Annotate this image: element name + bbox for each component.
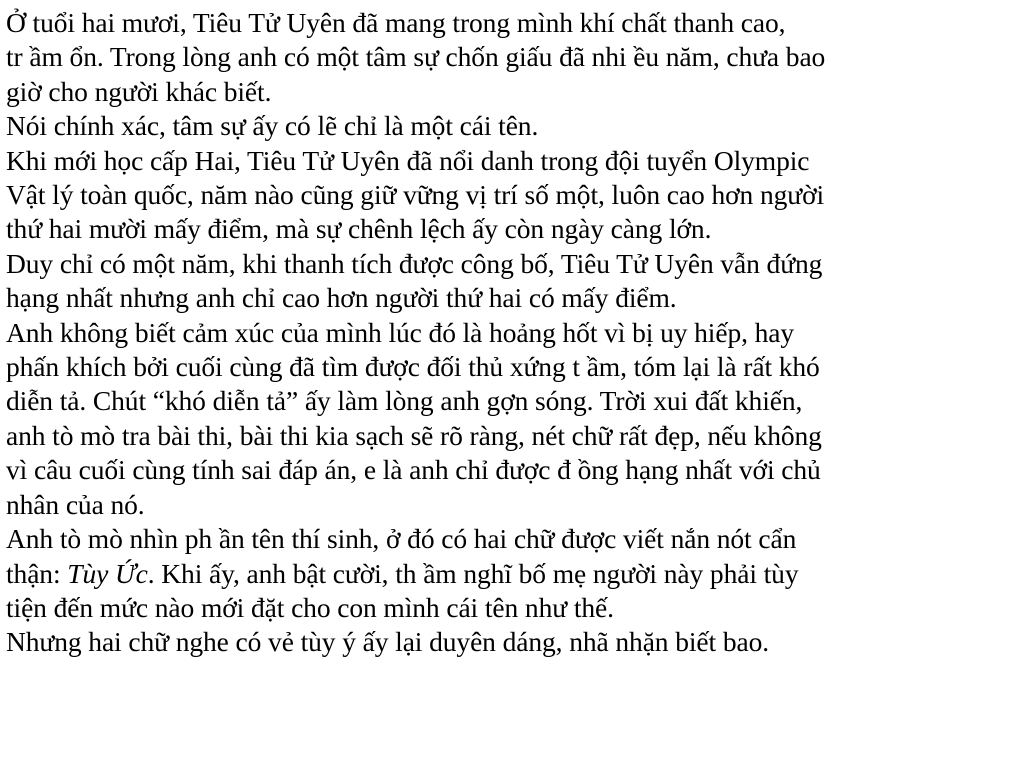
text-line: diễn tả. Chút “khó diễn tả” ấy làm lòng anh gợn sóng. Trời xui đất khiến, [6, 385, 803, 417]
text-line: hạng nhất nhưng anh chỉ cao hơn người thứ hai có mấy điểm. [6, 282, 677, 314]
text-line: Vật lý toàn quốc, năm nào cũng giữ vững vị trí số một, luôn cao hơn người [6, 179, 825, 211]
text-line: Duy chỉ có một năm, khi thanh tích được công bố, Tiêu Tử Uyên vẫn đứng [6, 247, 823, 279]
text-line: Anh không biết cảm xúc của mình lúc đó là hoảng hốt vì bị uy hiếp, hay [6, 316, 795, 348]
line-suffix: . Khi ấy, anh bật cười, th ầm nghĩ bố mẹ người này phải tùy [147, 557, 799, 589]
text-line: anh tò mò tra bài thi, bài thi kia sạch sẽ rõ ràng, nét chữ rất đẹp, nếu không [6, 419, 822, 451]
text-line: Nhưng hai chữ nghe có vẻ tùy ý ấy lại duyên dáng, nhã nhặn biết bao. [6, 626, 770, 658]
text-line: tr ầm ổn. Trong lòng anh có một tâm sự chốn giấu đã nhi ều năm, chưa bao [6, 41, 826, 73]
text-line: Anh tò mò nhìn ph ần tên thí sinh, ở đó có hai chữ được viết nắn nót cẩn [6, 523, 797, 555]
text-line: Nói chính xác, tâm sự ấy có lẽ chỉ là một cái tên. [6, 110, 539, 142]
text-line: thứ hai mười mấy điểm, mà sự chênh lệch ấy còn ngày càng lớn. [6, 213, 712, 245]
line-prefix: thận: [6, 557, 68, 589]
italic-name: Tùy Ức [67, 557, 148, 589]
text-line-with-name [6, 557, 1026, 591]
text-line: Ở tuổi hai mươi, Tiêu Tử Uyên đã mang trong mình khí chất thanh cao, [6, 7, 786, 38]
text-line: phấn khích bởi cuối cùng đã tìm được đối thủ xứng t ầm, tóm lại là rất khó [6, 351, 820, 383]
text-line: vì câu cuối cùng tính sai đáp án, e là anh chỉ được đ ồng hạng nhất với chủ [6, 454, 821, 486]
body-text [6, 6, 1026, 660]
text-line: Khi mới học cấp Hai, Tiêu Tử Uyên đã nổi danh trong đội tuyển Olympic [6, 144, 810, 176]
text-line: nhân của nó. [6, 488, 145, 520]
text-line: giờ cho người khác biết. [6, 75, 272, 107]
text-line: tiện đến mức nào mới đặt cho con mình cái tên như thế. [6, 591, 614, 623]
